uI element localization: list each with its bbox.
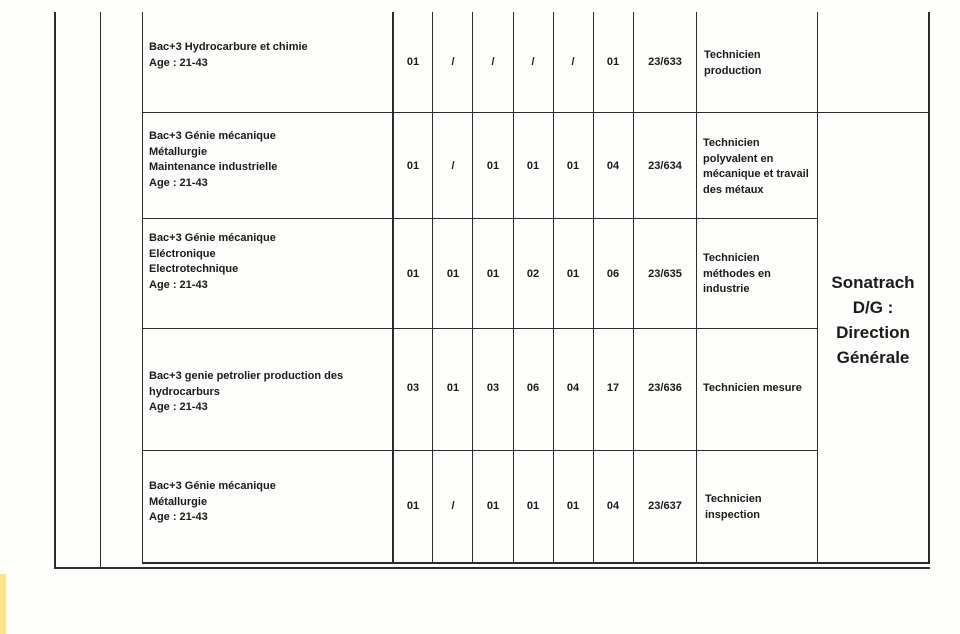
code-cell: 23/636 <box>648 382 682 394</box>
organization-line: Direction <box>836 323 910 342</box>
qualification-line: Bac+3 Génie mécanique <box>149 232 276 244</box>
qualification-cell <box>149 129 277 191</box>
position-line: des métaux <box>703 183 764 196</box>
column-divider <box>593 12 594 564</box>
row-divider <box>142 450 817 451</box>
column-divider <box>432 12 433 564</box>
position-cell <box>703 136 809 198</box>
qualification-line: hydrocarburs <box>149 385 220 398</box>
count-cell: 01 <box>486 268 500 280</box>
position-line: inspection <box>705 509 761 521</box>
page-edge-shadow <box>0 574 6 634</box>
position-cell <box>703 251 771 298</box>
qualification-line: Eléctronique <box>149 247 216 260</box>
qualification-cell <box>149 369 343 416</box>
qualification-line: Bac+3 Hydrocarbure et chimie <box>149 41 308 53</box>
row-divider <box>142 562 930 564</box>
count-cell: 01 <box>446 382 460 394</box>
qualification-line: Bac+3 Génie mécanique <box>149 480 276 492</box>
qualification-line: Bac+3 Génie mécanique <box>149 130 276 142</box>
column-divider <box>142 12 143 564</box>
organization-cell <box>818 270 928 370</box>
position-line: Technicien <box>703 137 760 149</box>
column-divider <box>696 12 697 564</box>
organization-line: Générale <box>836 348 910 367</box>
position-line: Technicien <box>703 252 760 264</box>
count-cell: / <box>451 500 455 512</box>
position-line: industrie <box>703 283 750 295</box>
code-cell: 23/633 <box>648 56 682 68</box>
count-cell: 04 <box>566 382 580 394</box>
row-divider <box>142 328 817 329</box>
count-cell: 03 <box>406 382 420 394</box>
position-line: Technicien <box>705 493 762 505</box>
qualification-line: Age : 21-43 <box>149 176 208 189</box>
total-cell: 06 <box>606 268 620 280</box>
column-divider <box>392 12 394 564</box>
position-line: Technicien <box>704 49 761 61</box>
qualification-line: Bac+3 genie petrolier production des <box>149 370 344 382</box>
organization-line: Sonatrach <box>831 273 915 292</box>
count-cell: / <box>531 56 535 68</box>
count-cell: 01 <box>406 160 420 172</box>
count-cell: / <box>571 56 575 68</box>
count-cell: / <box>491 56 495 68</box>
column-divider <box>100 12 101 568</box>
count-cell: 02 <box>526 268 540 280</box>
qualification-cell <box>149 40 308 71</box>
position-cell <box>705 491 762 523</box>
count-cell: 01 <box>406 56 420 68</box>
table-border-left <box>54 12 56 568</box>
qualification-line: Maintenance industrielle <box>149 161 278 173</box>
table-border-bottom <box>54 567 930 569</box>
total-cell: 01 <box>606 56 620 68</box>
qualification-cell <box>149 479 276 526</box>
count-cell: 01 <box>526 160 540 172</box>
column-divider <box>553 12 554 564</box>
qualification-line: Métallurgie <box>149 495 208 508</box>
position-line: mécanique et travail <box>703 168 809 180</box>
total-cell: 04 <box>606 160 620 172</box>
row-divider <box>142 112 928 113</box>
count-cell: / <box>451 56 455 68</box>
count-cell: 01 <box>566 500 580 512</box>
position-line: polyvalent en <box>703 152 774 165</box>
position-cell <box>703 381 802 397</box>
total-cell: 04 <box>606 500 620 512</box>
row-divider <box>142 218 817 219</box>
count-cell: 01 <box>406 268 420 280</box>
count-cell: 01 <box>526 500 540 512</box>
qualification-line: Age : 21-43 <box>149 401 208 413</box>
count-cell: 01 <box>566 160 580 172</box>
qualification-line: Métallurgie <box>149 145 208 158</box>
count-cell: 06 <box>526 382 540 394</box>
column-divider <box>513 12 514 564</box>
count-cell: 01 <box>446 268 460 280</box>
column-divider <box>472 12 473 564</box>
qualification-line: Age : 21-43 <box>149 56 208 69</box>
code-cell: 23/634 <box>648 160 682 172</box>
count-cell: / <box>451 160 455 172</box>
position-cell <box>704 47 761 79</box>
total-cell: 17 <box>606 382 620 394</box>
position-line: Technicien mesure <box>703 382 802 394</box>
count-cell: 03 <box>486 382 500 394</box>
count-cell: 01 <box>566 268 580 280</box>
code-cell: 23/635 <box>648 268 682 280</box>
code-cell: 23/637 <box>648 500 682 512</box>
count-cell: 01 <box>486 500 500 512</box>
qualification-line: Electrotechnique <box>149 263 239 275</box>
position-line: méthodes en <box>703 267 771 280</box>
count-cell: 01 <box>486 160 500 172</box>
qualification-cell <box>149 231 276 293</box>
column-divider <box>633 12 634 564</box>
position-line: production <box>704 65 762 77</box>
count-cell: 01 <box>406 500 420 512</box>
qualification-line: Age : 21-43 <box>149 278 208 291</box>
qualification-line: Age : 21-43 <box>149 511 208 523</box>
organization-line: D/G : <box>852 298 894 317</box>
table-border-right <box>928 12 930 564</box>
